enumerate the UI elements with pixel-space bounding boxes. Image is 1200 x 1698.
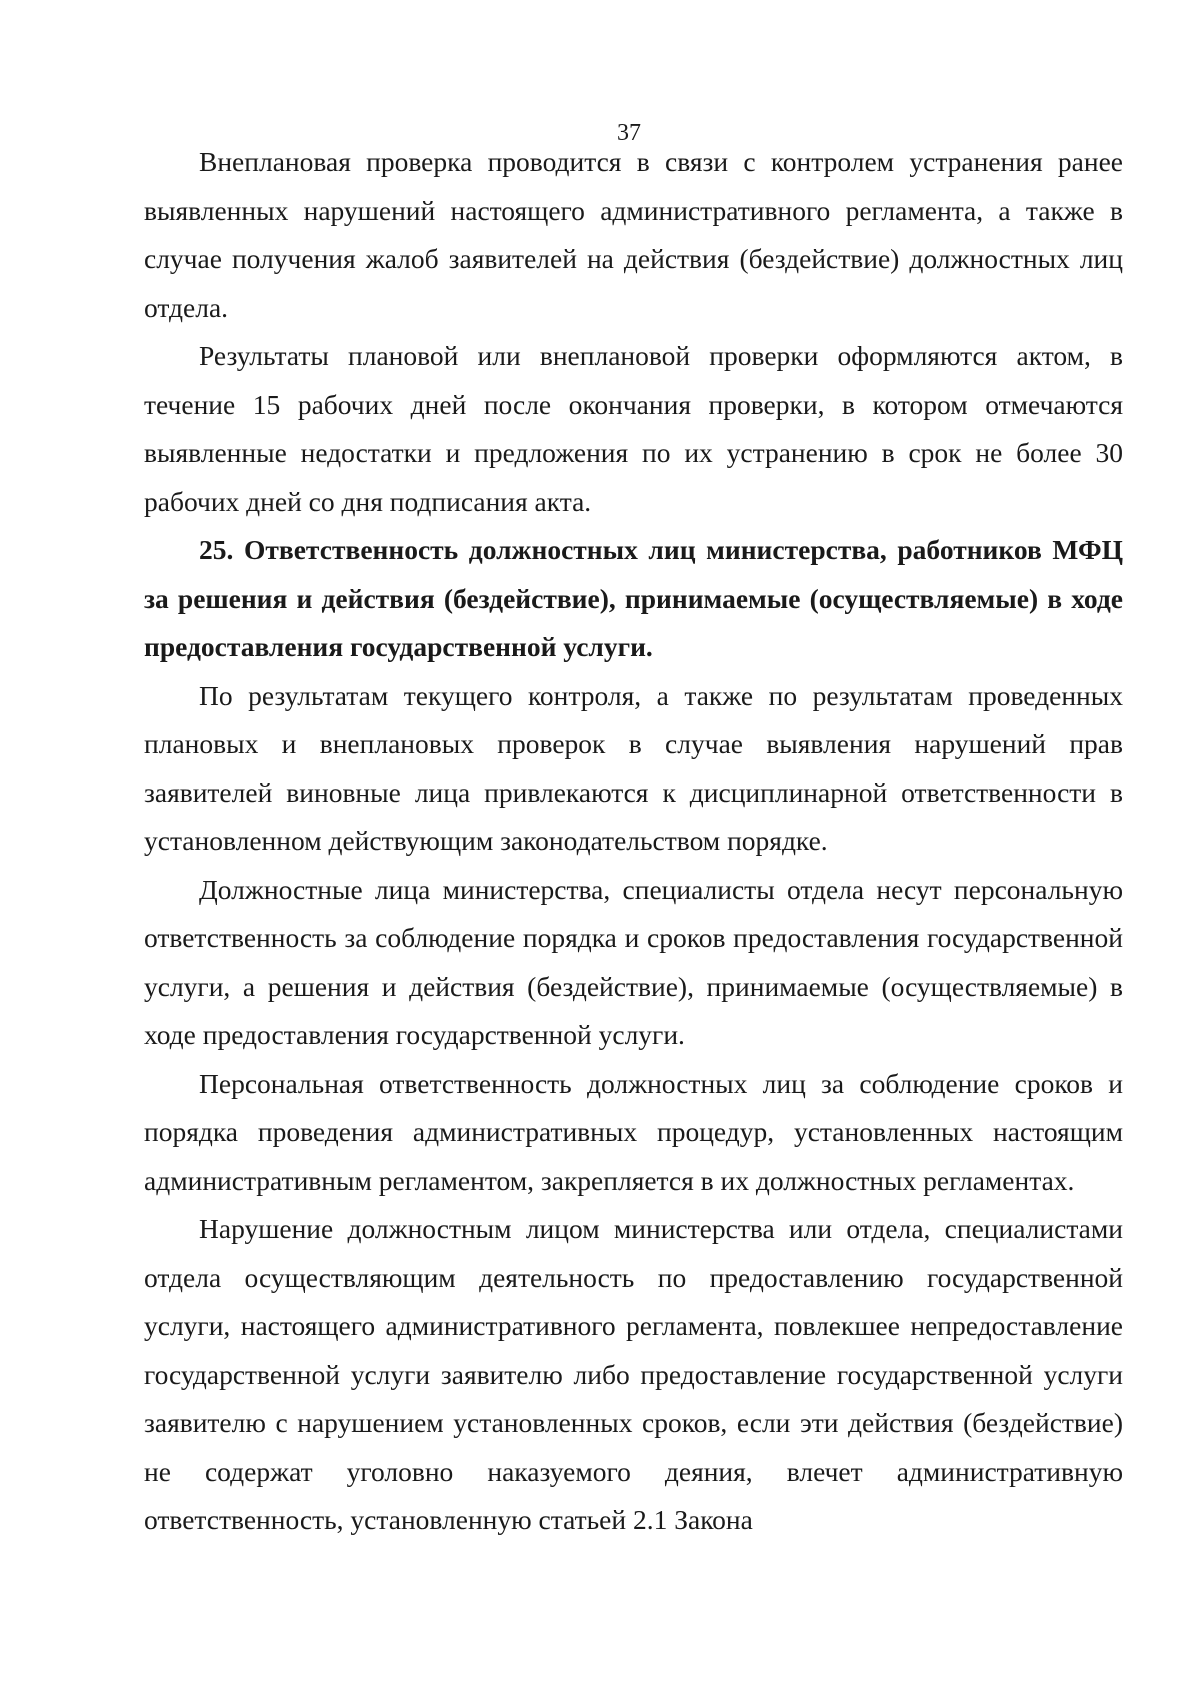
section-heading-25: 25. Ответственность должностных лиц министерства, работников МФЦ за решения и действия (бездействие), принимаемые (осуществляемые) в ходе предоставления государственной услуги.	[144, 534, 1123, 662]
paragraph-inspection-results: Результаты плановой или внеплановой проверки оформляются актом, в течение 15 рабочих дней после окончания проверки, в котором отмечаются выявленные недостатки и предложения по их устранению в срок не более 30 рабочих дней со дня подписания акта.	[144, 340, 1123, 517]
paragraph-violation-liability: Нарушение должностным лицом министерства или отдела, специалистами отдела осуществляющим деятельность по предоставлению государственной услуги, настоящего административного регламента, повлекшее непредоставление государственной услуги заявителю либо предоставление государственной услуги заявителю с нарушением установленных сроков, если эти действия (бездействие) не содержат уголовно наказуемого деяния, влечет административную ответственность, установленную статьей 2.1 Закона	[144, 1213, 1123, 1535]
paragraph-unplanned-inspection: Внеплановая проверка проводится в связи с контролем устранения ранее выявленных нарушений настоящего административного регламента, а также в случае получения жалоб заявителей на действия (бездействие) должностных лиц отдела.	[144, 146, 1123, 323]
paragraph-disciplinary-liability: По результатам текущего контроля, а также по результатам проведенных плановых и внеплановых проверок в случае выявления нарушений прав заявителей виновные лица привлекаются к дисциплинарной ответственности в установленном действующим законодательством порядке.	[144, 679, 1123, 856]
paragraph-personal-responsibility: Должностные лица министерства, специалисты отдела несут персональную ответственность за соблюдение порядка и сроков предоставления государственной услуги, а решения и действия (бездействие), принимаемые (осуществляемые) в ходе предоставления государственной услуги.	[144, 873, 1123, 1050]
document-body	[144, 138, 1123, 1545]
paragraph-responsibility-regulations: Персональная ответственность должностных лиц за соблюдение сроков и порядка проведения административных процедур, установленных настоящим административным регламентом, закрепляется в их должностных регламентах.	[144, 1067, 1123, 1196]
page-number: 37	[617, 120, 641, 146]
